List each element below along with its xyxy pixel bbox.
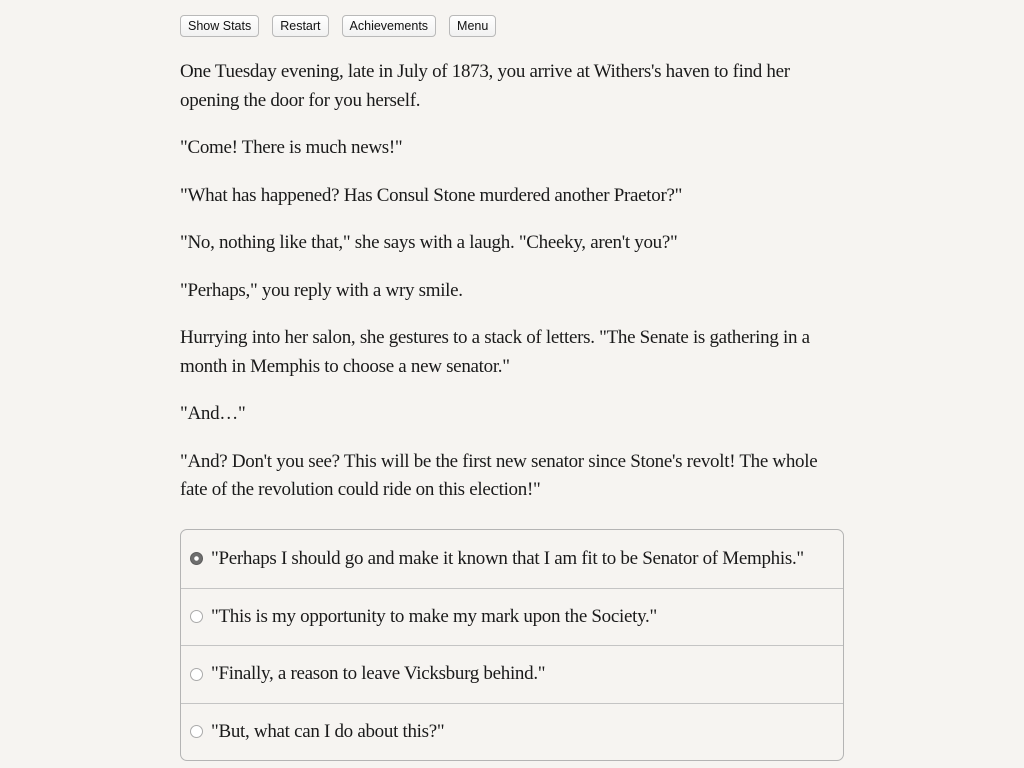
achievements-button[interactable]: Achievements bbox=[342, 15, 437, 37]
story-paragraph: "Come! There is much news!" bbox=[180, 137, 403, 158]
choice-option[interactable] bbox=[181, 530, 843, 588]
story-paragraph: "What has happened? Has Consul Stone murdered another Praetor?" bbox=[180, 184, 683, 206]
story-text bbox=[180, 58, 844, 524]
choice-label: "This is my opportunity to make my mark upon the Society." bbox=[211, 605, 657, 627]
choice-label: "Perhaps I should go and make it known that I am fit to be Senator of Memphis." bbox=[211, 547, 804, 569]
choice-label: "Finally, a reason to leave Vicksburg behind." bbox=[211, 663, 546, 685]
story-paragraph: "And…" bbox=[180, 403, 246, 424]
choice-option[interactable] bbox=[181, 645, 843, 703]
radio-button[interactable] bbox=[190, 552, 203, 565]
radio-button[interactable] bbox=[190, 725, 203, 738]
choice-list bbox=[180, 529, 844, 761]
toolbar bbox=[180, 15, 496, 37]
show-stats-button[interactable]: Show Stats bbox=[180, 15, 259, 37]
restart-button[interactable]: Restart bbox=[272, 15, 328, 37]
story-paragraph: "And? Don't you see? This will be the first new senator since Stone's revolt! The whole fate of the revolution could ride on this election!" bbox=[180, 450, 818, 500]
radio-button[interactable] bbox=[190, 610, 203, 623]
story-paragraph: Hurrying into her salon, she gestures to a stack of letters. "The Senate is gathering in a month in Memphis to choose a new senator." bbox=[180, 327, 810, 377]
choice-option[interactable] bbox=[181, 588, 843, 646]
story-paragraph: "No, nothing like that," she says with a laugh. "Cheeky, aren't you?" bbox=[180, 232, 678, 253]
choice-label: "But, what can I do about this?" bbox=[211, 720, 445, 742]
menu-button[interactable]: Menu bbox=[449, 15, 496, 37]
story-paragraph: One Tuesday evening, late in July of 1873, you arrive at Withers's haven to find her opening the door for you herself. bbox=[180, 61, 790, 111]
radio-button[interactable] bbox=[190, 668, 203, 681]
choice-option[interactable] bbox=[181, 703, 843, 761]
story-paragraph: "Perhaps," you reply with a wry smile. bbox=[180, 279, 463, 301]
